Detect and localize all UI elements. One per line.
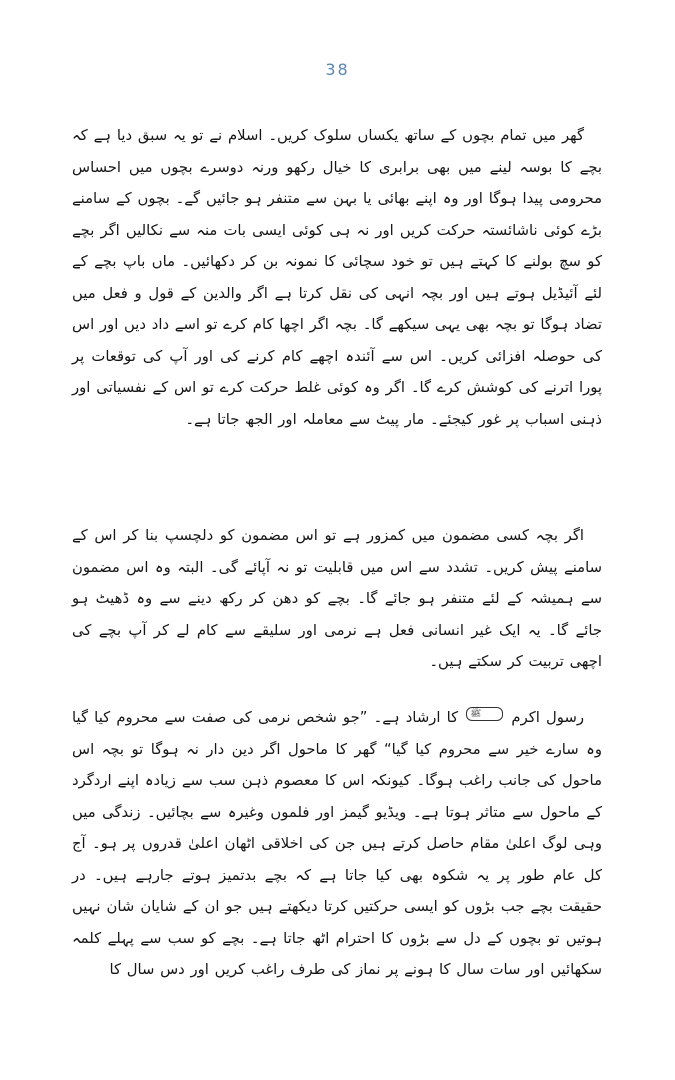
honorific-symbol: ﷺ — [466, 707, 503, 721]
paragraph-3-text — [72, 702, 602, 986]
page-number: 38 — [325, 60, 350, 79]
paragraph-1-text: گھر میں تمام بچوں کے ساتھ یکساں سلوک کریں۔ اسلام نے تو یہ سبق دیا ہے کہ بچے کا بوسہ لینے میں بھی برابری کا خیال رکھو ورنہ دوسرے بچوں میں احساس محرومی پیدا ہوگا اور وہ اپنے بھائی یا بہن سے متنفر ہو جائیں گے۔ بچوں کے سامنے بڑے کوئی ناشائستہ حرکت کریں اور نہ ہی کوئی ایسی بات منہ سے نکالیں اگر بچے کو سچ بولنے کا کہتے ہیں تو خود سچائی کا نمونہ بن کر دکھائیں۔ ماں باپ بچے کے لئے آئیڈیل ہوتے ہیں اور بچہ انہی کی نقل کرتا ہے اگر والدین کے قول و فعل میں تضاد ہوگا تو بچہ بھی یہی سیکھے گا۔ بچہ اگر اچھا کام کرے تو اسے داد دیں اور اس کی حوصلہ افزائی کریں۔ اس سے آئندہ اچھے کام کرنے کی اور آپ کی توقعات پر پورا اترنے کی کوشش کرے گا۔ اگر وہ کوئی غلط حرکت کرے تو اس کے نفسیاتی اور ذہنی اسباب پر غور کیجئے۔ مار پیٹ سے معاملہ اور الجھ جاتا ہے۔ — [72, 127, 602, 428]
paragraph-2-text: اگر بچہ کسی مضمون میں کمزور ہے تو اس مضمون کو دلچسپ بنا کر اس کے سامنے پیش کریں۔ تشدد سے اس میں قابلیت تو نہ آپائے گی۔ البتہ وہ اس مضمون سے ہمیشہ کے لئے متنفر ہو جائے گا۔ بچے کو دھن کر رکھ دینے سے وہ ڈھیٹ ہو جائے گا۔ یہ ایک غیر انسانی فعل ہے نرمی اور سلیقے سے کام لے کر آپ بچے کی اچھی تربیت کر سکتے ہیں۔ — [72, 527, 602, 670]
paragraph-2 — [72, 520, 602, 678]
paragraph-3 — [72, 702, 602, 986]
paragraph-3-lead: رسول اکرم — [511, 709, 584, 726]
paragraph-1 — [72, 120, 602, 435]
paragraph-3-body: کا ارشاد ہے۔ ”جو شخص نرمی کی صفت سے محروم کیا گیا وہ سارے خیر سے محروم کیا گیا“ گھر کا ماحول اگر دین دار نہ ہوگا تو بچہ اس ماحول کی جانب راغب ہوگا۔ کیونکہ اس کا معصوم ذہن سب سے زیادہ اپنے اردگرد کے ماحول سے متاثر ہوتا ہے۔ ویڈیو گیمز اور فلموں وغیرہ سے بچائیں۔ زندگی میں وہی لوگ اعلیٰ مقام حاصل کرتے ہیں جن کی اخلاقی اٹھان اعلیٰ قدروں پر ہو۔ آج کل عام طور پر یہ شکوہ بھی کیا جاتا ہے کہ بچے بدتمیز ہوتے جارہے ہیں۔ در حقیقت بچے جب بڑوں کو ایسی حرکتیں کرتا دیکھتے ہیں جو ان کے شایان شان نہیں ہوتیں تو بچوں کے دل سے بڑوں کا احترام اٹھ جاتا ہے۔ بچے کو سب سے پہلے کلمہ سکھائیں اور سات سال کا ہونے پر نماز کی طرف راغب کریں اور دس سال کا — [72, 709, 602, 978]
